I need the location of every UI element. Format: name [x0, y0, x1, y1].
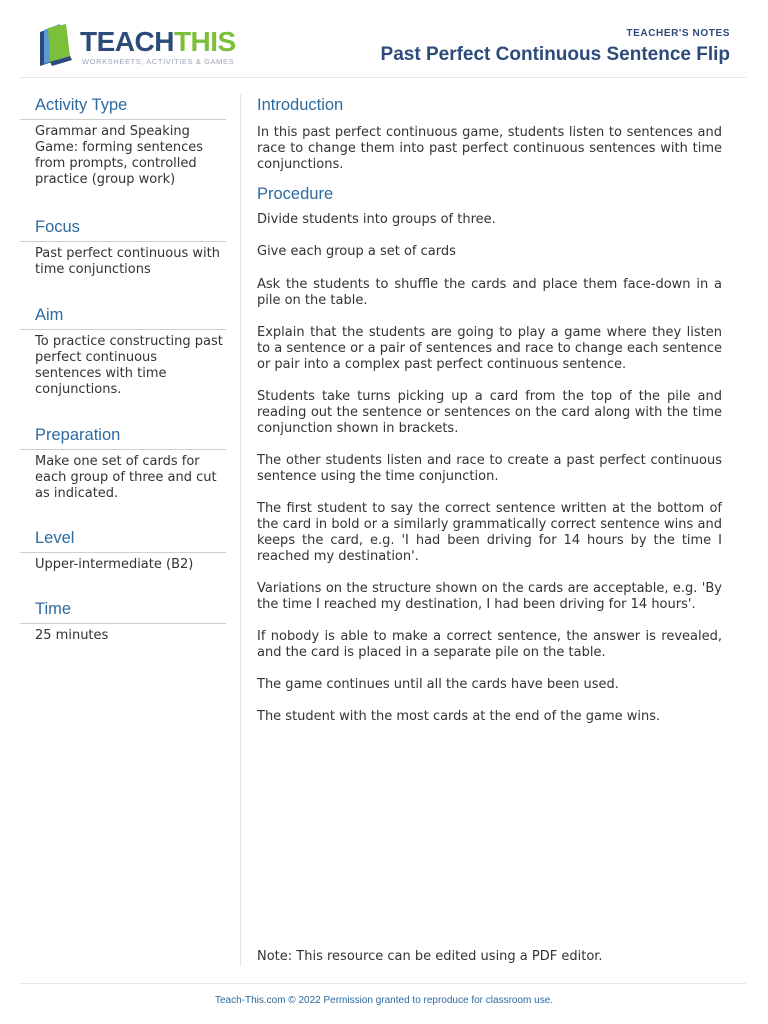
column-divider [240, 94, 241, 966]
sidebar-text: Grammar and Speaking Game: forming sentences from prompts, controlled practice (group work) [35, 124, 204, 187]
procedure-step: Give each group a set of cards [257, 244, 456, 259]
footer-divider [20, 983, 746, 984]
procedure-step: If nobody is able to make a correct sentence, the answer is revealed, and the card is placed in a separate pile on the table. [257, 629, 722, 660]
sidebar-text: Upper-intermediate (B2) [35, 557, 194, 572]
procedure-step: Ask the students to shuffle the cards and place them face-down in a pile on the table. [257, 277, 722, 308]
logo-this: THIS [173, 26, 236, 57]
procedure-step: The student with the most cards at the end of the game wins. [257, 709, 661, 724]
sidebar-aim [20, 304, 226, 424]
page-title: Past Perfect Continuous Sentence Flip [380, 44, 730, 65]
procedure-step: The first student to say the correct sentence written at the bottom of the card in bold or a similarly grammatically correct sentence wins and keeps the card, e.g. 'I had been driving for 14 hours by the time I reached my destination'. [257, 501, 722, 564]
logo-teach: TEACH [80, 26, 174, 57]
logo-tagline: WORKSHEETS, ACTIVITIES & GAMES [82, 57, 235, 66]
sidebar-text: To practice constructing past perfect continuous sentences with time conjunctions. [35, 334, 223, 397]
procedure-step: Variations on the structure shown on the cards are acceptable, e.g. 'By the time I reached my destination, I had been driving for 14 hours'. [257, 581, 722, 612]
sidebar-heading: Time [20, 598, 226, 624]
sidebar-heading: Activity Type [20, 94, 226, 120]
sidebar-level [20, 527, 226, 598]
sidebar-text: Past perfect continuous with time conjunctions [35, 246, 220, 277]
main-content [257, 94, 722, 725]
teachers-notes-label: TEACHER'S NOTES [626, 28, 730, 39]
sidebar-time [20, 598, 226, 648]
sidebar-preparation [20, 424, 226, 527]
page-header [0, 0, 768, 78]
introduction-heading: Introduction [257, 96, 344, 114]
book-logo-icon [36, 24, 76, 66]
procedure-step: The other students listen and race to create a past perfect continuous sentence using the time conjunction. [257, 453, 722, 484]
procedure-heading: Procedure [257, 185, 334, 203]
sidebar-activity-type [20, 94, 226, 216]
procedure-step: Explain that the students are going to play a game where they listen to a sentence or a pair of sentences and race to change each sentence or pair into a complex past perfect continuous sentence. [257, 325, 722, 372]
logo-wordmark [80, 26, 236, 58]
sidebar-focus [20, 216, 226, 304]
sidebar-heading: Focus [20, 216, 226, 242]
sidebar [20, 94, 226, 648]
procedure-step: Students take turns picking up a card from the top of the pile and reading out the sentence or sentences on the card along with the time conjunction shown in brackets. [257, 389, 722, 436]
header-divider [20, 77, 746, 78]
procedure-step: The game continues until all the cards have been used. [257, 677, 619, 692]
sidebar-heading: Level [20, 527, 226, 553]
sidebar-text: 25 minutes [35, 628, 109, 643]
sidebar-heading: Aim [20, 304, 226, 330]
procedure-step: Divide students into groups of three. [257, 212, 496, 227]
sidebar-text: Make one set of cards for each group of three and cut as indicated. [35, 454, 217, 501]
footer-copyright: Teach-This.com © 2022 Permission granted to reproduce for classroom use. [214, 995, 554, 1006]
pdf-editor-note: Note: This resource can be edited using a PDF editor. [257, 949, 603, 964]
introduction-text: In this past perfect continuous game, students listen to sentences and race to change them into past perfect continuous sentences with time conjunctions. [257, 125, 722, 172]
sidebar-heading: Preparation [20, 424, 226, 450]
